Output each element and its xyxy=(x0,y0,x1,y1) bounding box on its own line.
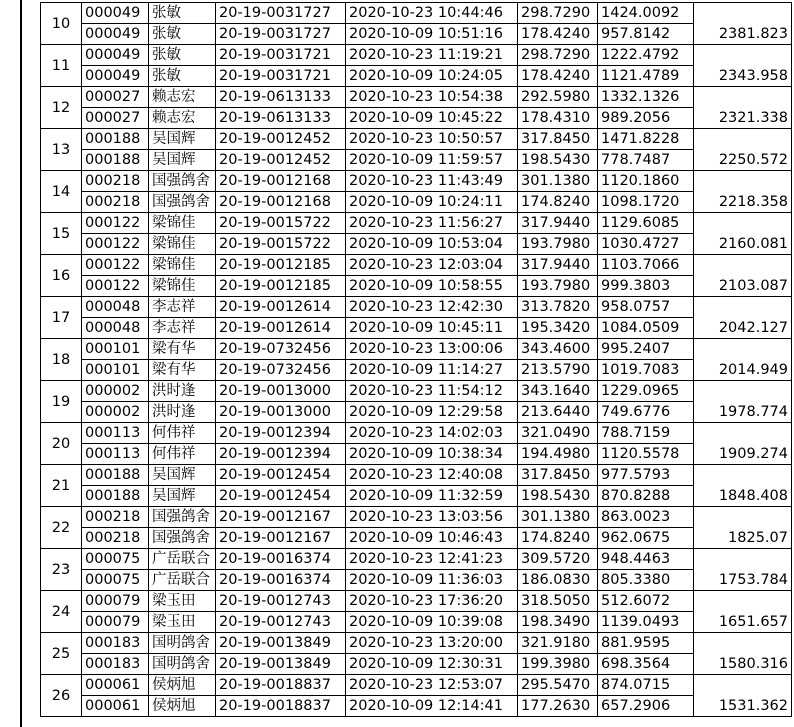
distance-cell: 174.8240 xyxy=(518,192,598,213)
speed-cell: 1222.4792 xyxy=(598,45,694,66)
member-id-cell: 000048 xyxy=(82,318,149,339)
total-score-cell: 1651.657 xyxy=(694,591,792,633)
ring-number-cell: 20-19-0012452 xyxy=(216,129,346,150)
member-name-cell: 张敏 xyxy=(149,24,216,45)
speed-cell: 874.0715 xyxy=(598,675,694,696)
member-name-cell: 侯炳旭 xyxy=(149,675,216,696)
speed-cell: 948.4463 xyxy=(598,549,694,570)
ring-number-cell: 20-19-0018837 xyxy=(216,675,346,696)
total-score-cell: 1825.07 xyxy=(694,507,792,549)
ring-number-cell: 20-19-0015722 xyxy=(216,213,346,234)
ring-number-cell: 20-19-0012168 xyxy=(216,171,346,192)
arrival-time-cell: 2020-10-09 12:29:58 xyxy=(346,402,518,423)
ring-number-cell: 20-19-0018837 xyxy=(216,696,346,717)
member-name-cell: 吴国辉 xyxy=(149,486,216,507)
speed-cell: 1120.1860 xyxy=(598,171,694,192)
speed-cell: 778.7487 xyxy=(598,150,694,171)
arrival-time-cell: 2020-10-23 11:56:27 xyxy=(346,213,518,234)
ring-number-cell: 20-19-0031727 xyxy=(216,3,346,24)
member-id-cell: 000188 xyxy=(82,486,149,507)
arrival-time-cell: 2020-10-23 11:19:21 xyxy=(346,45,518,66)
member-name-cell: 梁玉田 xyxy=(149,612,216,633)
arrival-time-cell: 2020-10-09 10:46:43 xyxy=(346,528,518,549)
member-id-cell: 000079 xyxy=(82,612,149,633)
ring-number-cell: 20-19-0012452 xyxy=(216,150,346,171)
table-row xyxy=(41,423,792,444)
rank-cell: 18 xyxy=(41,339,82,381)
distance-cell: 309.5720 xyxy=(518,549,598,570)
speed-cell: 1120.5578 xyxy=(598,444,694,465)
speed-cell: 1229.0965 xyxy=(598,381,694,402)
member-id-cell: 000048 xyxy=(82,297,149,318)
table-row xyxy=(41,444,792,465)
speed-cell: 1030.4727 xyxy=(598,234,694,255)
speed-cell: 1424.0092 xyxy=(598,3,694,24)
member-name-cell: 广岳联合 xyxy=(149,549,216,570)
member-id-cell: 000122 xyxy=(82,213,149,234)
speed-cell: 995.2407 xyxy=(598,339,694,360)
member-name-cell: 李志祥 xyxy=(149,297,216,318)
distance-cell: 298.7290 xyxy=(518,3,598,24)
distance-cell: 317.9440 xyxy=(518,255,598,276)
ring-number-cell: 20-19-0613133 xyxy=(216,87,346,108)
member-name-cell: 吴国辉 xyxy=(149,150,216,171)
ring-number-cell: 20-19-0732456 xyxy=(216,339,346,360)
member-name-cell: 梁有华 xyxy=(149,339,216,360)
speed-cell: 1139.0493 xyxy=(598,612,694,633)
distance-cell: 317.8450 xyxy=(518,129,598,150)
table-row xyxy=(41,45,792,66)
ring-number-cell: 20-19-0031721 xyxy=(216,45,346,66)
distance-cell: 313.7820 xyxy=(518,297,598,318)
distance-cell: 292.5980 xyxy=(518,87,598,108)
speed-cell: 657.2906 xyxy=(598,696,694,717)
distance-cell: 298.7290 xyxy=(518,45,598,66)
member-id-cell: 000218 xyxy=(82,507,149,528)
member-name-cell: 吴国辉 xyxy=(149,129,216,150)
member-name-cell: 吴国辉 xyxy=(149,465,216,486)
rank-cell: 15 xyxy=(41,213,82,255)
member-name-cell: 国明鸽舍 xyxy=(149,654,216,675)
member-name-cell: 国强鸽舍 xyxy=(149,171,216,192)
speed-cell: 863.0023 xyxy=(598,507,694,528)
arrival-time-cell: 2020-10-23 12:42:30 xyxy=(346,297,518,318)
table-row xyxy=(41,3,792,24)
table-row xyxy=(41,381,792,402)
rank-cell: 21 xyxy=(41,465,82,507)
arrival-time-cell: 2020-10-23 12:53:07 xyxy=(346,675,518,696)
distance-cell: 194.4980 xyxy=(518,444,598,465)
member-name-cell: 张敏 xyxy=(149,66,216,87)
speed-cell: 957.8142 xyxy=(598,24,694,45)
distance-cell: 317.8450 xyxy=(518,465,598,486)
table-row xyxy=(41,696,792,717)
left-border-line xyxy=(20,0,22,727)
table-row xyxy=(41,486,792,507)
member-id-cell: 000101 xyxy=(82,360,149,381)
table-row xyxy=(41,549,792,570)
total-score-cell: 2218.358 xyxy=(694,171,792,213)
member-name-cell: 洪时逢 xyxy=(149,381,216,402)
distance-cell: 198.5430 xyxy=(518,150,598,171)
arrival-time-cell: 2020-10-23 11:43:49 xyxy=(346,171,518,192)
arrival-time-cell: 2020-10-09 10:24:05 xyxy=(346,66,518,87)
member-id-cell: 000027 xyxy=(82,108,149,129)
ring-number-cell: 20-19-0013849 xyxy=(216,633,346,654)
table-row xyxy=(41,255,792,276)
speed-cell: 881.9595 xyxy=(598,633,694,654)
total-score-cell: 2381.823 xyxy=(694,3,792,45)
table-row xyxy=(41,108,792,129)
member-name-cell: 梁锦佳 xyxy=(149,234,216,255)
arrival-time-cell: 2020-10-23 13:20:00 xyxy=(346,633,518,654)
results-table-body xyxy=(41,3,792,717)
distance-cell: 301.1380 xyxy=(518,507,598,528)
ring-number-cell: 20-19-0012167 xyxy=(216,528,346,549)
member-id-cell: 000027 xyxy=(82,87,149,108)
distance-cell: 198.3490 xyxy=(518,612,598,633)
table-row xyxy=(41,612,792,633)
ring-number-cell: 20-19-0012614 xyxy=(216,297,346,318)
distance-cell: 178.4240 xyxy=(518,66,598,87)
ring-number-cell: 20-19-0012454 xyxy=(216,465,346,486)
total-score-cell: 1909.274 xyxy=(694,423,792,465)
speed-cell: 1019.7083 xyxy=(598,360,694,381)
member-name-cell: 何伟祥 xyxy=(149,444,216,465)
speed-cell: 977.5793 xyxy=(598,465,694,486)
speed-cell: 870.8288 xyxy=(598,486,694,507)
member-name-cell: 张敏 xyxy=(149,45,216,66)
total-score-cell: 2160.081 xyxy=(694,213,792,255)
ring-number-cell: 20-19-0012394 xyxy=(216,444,346,465)
table-row xyxy=(41,402,792,423)
member-name-cell: 洪时逢 xyxy=(149,402,216,423)
ring-number-cell: 20-19-0015722 xyxy=(216,234,346,255)
speed-cell: 989.2056 xyxy=(598,108,694,129)
member-name-cell: 梁锦佳 xyxy=(149,276,216,297)
rank-cell: 11 xyxy=(41,45,82,87)
member-name-cell: 国强鸽舍 xyxy=(149,507,216,528)
speed-cell: 749.6776 xyxy=(598,402,694,423)
distance-cell: 193.7980 xyxy=(518,234,598,255)
ring-number-cell: 20-19-0012168 xyxy=(216,192,346,213)
arrival-time-cell: 2020-10-09 10:24:11 xyxy=(346,192,518,213)
rank-cell: 25 xyxy=(41,633,82,675)
rank-cell: 16 xyxy=(41,255,82,297)
table-row xyxy=(41,213,792,234)
arrival-time-cell: 2020-10-09 10:51:16 xyxy=(346,24,518,45)
ring-number-cell: 20-19-0012167 xyxy=(216,507,346,528)
member-id-cell: 000049 xyxy=(82,24,149,45)
total-score-cell: 2014.949 xyxy=(694,339,792,381)
member-id-cell: 000061 xyxy=(82,696,149,717)
member-id-cell: 000075 xyxy=(82,549,149,570)
distance-cell: 198.5430 xyxy=(518,486,598,507)
distance-cell: 295.5470 xyxy=(518,675,598,696)
ring-number-cell: 20-19-0031721 xyxy=(216,66,346,87)
total-score-cell: 2321.338 xyxy=(694,87,792,129)
arrival-time-cell: 2020-10-09 10:39:08 xyxy=(346,612,518,633)
distance-cell: 174.8240 xyxy=(518,528,598,549)
arrival-time-cell: 2020-10-09 10:53:04 xyxy=(346,234,518,255)
ring-number-cell: 20-19-0012454 xyxy=(216,486,346,507)
arrival-time-cell: 2020-10-23 14:02:03 xyxy=(346,423,518,444)
arrival-time-cell: 2020-10-23 10:44:46 xyxy=(346,3,518,24)
table-row xyxy=(41,66,792,87)
member-id-cell: 000002 xyxy=(82,402,149,423)
ring-number-cell: 20-19-0016374 xyxy=(216,549,346,570)
speed-cell: 1129.6085 xyxy=(598,213,694,234)
speed-cell: 1471.8228 xyxy=(598,129,694,150)
rank-cell: 19 xyxy=(41,381,82,423)
rank-cell: 22 xyxy=(41,507,82,549)
member-id-cell: 000218 xyxy=(82,192,149,213)
member-id-cell: 000061 xyxy=(82,675,149,696)
speed-cell: 999.3803 xyxy=(598,276,694,297)
arrival-time-cell: 2020-10-23 13:00:06 xyxy=(346,339,518,360)
table-row xyxy=(41,570,792,591)
ring-number-cell: 20-19-0012743 xyxy=(216,591,346,612)
member-id-cell: 000049 xyxy=(82,45,149,66)
arrival-time-cell: 2020-10-09 11:32:59 xyxy=(346,486,518,507)
member-id-cell: 000002 xyxy=(82,381,149,402)
speed-cell: 698.3564 xyxy=(598,654,694,675)
distance-cell: 186.0830 xyxy=(518,570,598,591)
member-id-cell: 000188 xyxy=(82,129,149,150)
arrival-time-cell: 2020-10-23 12:41:23 xyxy=(346,549,518,570)
rank-cell: 26 xyxy=(41,675,82,717)
arrival-time-cell: 2020-10-23 12:03:04 xyxy=(346,255,518,276)
member-name-cell: 梁锦佳 xyxy=(149,213,216,234)
member-id-cell: 000183 xyxy=(82,654,149,675)
speed-cell: 1084.0509 xyxy=(598,318,694,339)
arrival-time-cell: 2020-10-23 17:36:20 xyxy=(346,591,518,612)
ring-number-cell: 20-19-0031727 xyxy=(216,24,346,45)
ring-number-cell: 20-19-0012743 xyxy=(216,612,346,633)
table-row xyxy=(41,675,792,696)
table-row xyxy=(41,528,792,549)
arrival-time-cell: 2020-10-23 12:40:08 xyxy=(346,465,518,486)
speed-cell: 958.0757 xyxy=(598,297,694,318)
results-table xyxy=(40,2,792,717)
table-row xyxy=(41,192,792,213)
arrival-time-cell: 2020-10-09 10:58:55 xyxy=(346,276,518,297)
ring-number-cell: 20-19-0013849 xyxy=(216,654,346,675)
table-row xyxy=(41,339,792,360)
rank-cell: 10 xyxy=(41,3,82,45)
ring-number-cell: 20-19-0012394 xyxy=(216,423,346,444)
rank-cell: 20 xyxy=(41,423,82,465)
member-id-cell: 000218 xyxy=(82,528,149,549)
speed-cell: 1098.1720 xyxy=(598,192,694,213)
distance-cell: 213.6440 xyxy=(518,402,598,423)
table-row xyxy=(41,654,792,675)
member-name-cell: 李志祥 xyxy=(149,318,216,339)
total-score-cell: 1531.362 xyxy=(694,675,792,717)
member-name-cell: 国强鸽舍 xyxy=(149,192,216,213)
rank-cell: 13 xyxy=(41,129,82,171)
speed-cell: 788.7159 xyxy=(598,423,694,444)
arrival-time-cell: 2020-10-09 11:14:27 xyxy=(346,360,518,381)
member-name-cell: 国明鸽舍 xyxy=(149,633,216,654)
member-name-cell: 梁锦佳 xyxy=(149,255,216,276)
member-name-cell: 侯炳旭 xyxy=(149,696,216,717)
member-id-cell: 000218 xyxy=(82,171,149,192)
table-row xyxy=(41,234,792,255)
ring-number-cell: 20-19-0016374 xyxy=(216,570,346,591)
distance-cell: 178.4240 xyxy=(518,24,598,45)
rank-cell: 14 xyxy=(41,171,82,213)
arrival-time-cell: 2020-10-09 10:45:22 xyxy=(346,108,518,129)
arrival-time-cell: 2020-10-23 10:50:57 xyxy=(346,129,518,150)
table-row xyxy=(41,87,792,108)
speed-cell: 1103.7066 xyxy=(598,255,694,276)
member-name-cell: 梁玉田 xyxy=(149,591,216,612)
speed-cell: 1332.1326 xyxy=(598,87,694,108)
table-row xyxy=(41,360,792,381)
member-name-cell: 何伟祥 xyxy=(149,423,216,444)
total-score-cell: 2042.127 xyxy=(694,297,792,339)
total-score-cell: 2250.572 xyxy=(694,129,792,171)
member-id-cell: 000113 xyxy=(82,444,149,465)
rank-cell: 17 xyxy=(41,297,82,339)
member-id-cell: 000113 xyxy=(82,423,149,444)
ring-number-cell: 20-19-0013000 xyxy=(216,402,346,423)
member-id-cell: 000188 xyxy=(82,150,149,171)
ring-number-cell: 20-19-0013000 xyxy=(216,381,346,402)
member-id-cell: 000079 xyxy=(82,591,149,612)
speed-cell: 805.3380 xyxy=(598,570,694,591)
speed-cell: 512.6072 xyxy=(598,591,694,612)
distance-cell: 193.7980 xyxy=(518,276,598,297)
table-row xyxy=(41,507,792,528)
table-row xyxy=(41,591,792,612)
member-name-cell: 国强鸽舍 xyxy=(149,528,216,549)
arrival-time-cell: 2020-10-09 10:38:34 xyxy=(346,444,518,465)
distance-cell: 195.3420 xyxy=(518,318,598,339)
ring-number-cell: 20-19-0732456 xyxy=(216,360,346,381)
member-name-cell: 梁有华 xyxy=(149,360,216,381)
speed-cell: 1121.4789 xyxy=(598,66,694,87)
table-row xyxy=(41,24,792,45)
member-id-cell: 000101 xyxy=(82,339,149,360)
distance-cell: 301.1380 xyxy=(518,171,598,192)
total-score-cell: 1580.316 xyxy=(694,633,792,675)
arrival-time-cell: 2020-10-09 11:36:03 xyxy=(346,570,518,591)
table-row xyxy=(41,129,792,150)
ring-number-cell: 20-19-0613133 xyxy=(216,108,346,129)
total-score-cell: 2103.087 xyxy=(694,255,792,297)
distance-cell: 321.9180 xyxy=(518,633,598,654)
arrival-time-cell: 2020-10-23 10:54:38 xyxy=(346,87,518,108)
distance-cell: 343.4600 xyxy=(518,339,598,360)
distance-cell: 318.5050 xyxy=(518,591,598,612)
speed-cell: 962.0675 xyxy=(598,528,694,549)
total-score-cell: 1753.784 xyxy=(694,549,792,591)
member-id-cell: 000122 xyxy=(82,255,149,276)
member-id-cell: 000183 xyxy=(82,633,149,654)
member-name-cell: 赖志宏 xyxy=(149,108,216,129)
table-row xyxy=(41,297,792,318)
distance-cell: 317.9440 xyxy=(518,213,598,234)
member-id-cell: 000049 xyxy=(82,3,149,24)
member-id-cell: 000122 xyxy=(82,276,149,297)
table-row xyxy=(41,150,792,171)
table-row xyxy=(41,633,792,654)
distance-cell: 178.4310 xyxy=(518,108,598,129)
member-id-cell: 000122 xyxy=(82,234,149,255)
distance-cell: 321.0490 xyxy=(518,423,598,444)
total-score-cell: 1848.408 xyxy=(694,465,792,507)
table-row xyxy=(41,276,792,297)
arrival-time-cell: 2020-10-09 12:30:31 xyxy=(346,654,518,675)
total-score-cell: 1978.774 xyxy=(694,381,792,423)
rank-cell: 24 xyxy=(41,591,82,633)
arrival-time-cell: 2020-10-09 10:45:11 xyxy=(346,318,518,339)
arrival-time-cell: 2020-10-23 11:54:12 xyxy=(346,381,518,402)
member-name-cell: 赖志宏 xyxy=(149,87,216,108)
member-name-cell: 广岳联合 xyxy=(149,570,216,591)
distance-cell: 199.3980 xyxy=(518,654,598,675)
distance-cell: 343.1640 xyxy=(518,381,598,402)
ring-number-cell: 20-19-0012185 xyxy=(216,255,346,276)
arrival-time-cell: 2020-10-23 13:03:56 xyxy=(346,507,518,528)
table-row xyxy=(41,171,792,192)
member-id-cell: 000075 xyxy=(82,570,149,591)
member-name-cell: 张敏 xyxy=(149,3,216,24)
total-score-cell: 2343.958 xyxy=(694,45,792,87)
member-id-cell: 000049 xyxy=(82,66,149,87)
ring-number-cell: 20-19-0012185 xyxy=(216,276,346,297)
member-id-cell: 000188 xyxy=(82,465,149,486)
table-row xyxy=(41,318,792,339)
arrival-time-cell: 2020-10-09 11:59:57 xyxy=(346,150,518,171)
rank-cell: 23 xyxy=(41,549,82,591)
rank-cell: 12 xyxy=(41,87,82,129)
arrival-time-cell: 2020-10-09 12:14:41 xyxy=(346,696,518,717)
distance-cell: 177.2630 xyxy=(518,696,598,717)
distance-cell: 213.5790 xyxy=(518,360,598,381)
ring-number-cell: 20-19-0012614 xyxy=(216,318,346,339)
table-row xyxy=(41,465,792,486)
